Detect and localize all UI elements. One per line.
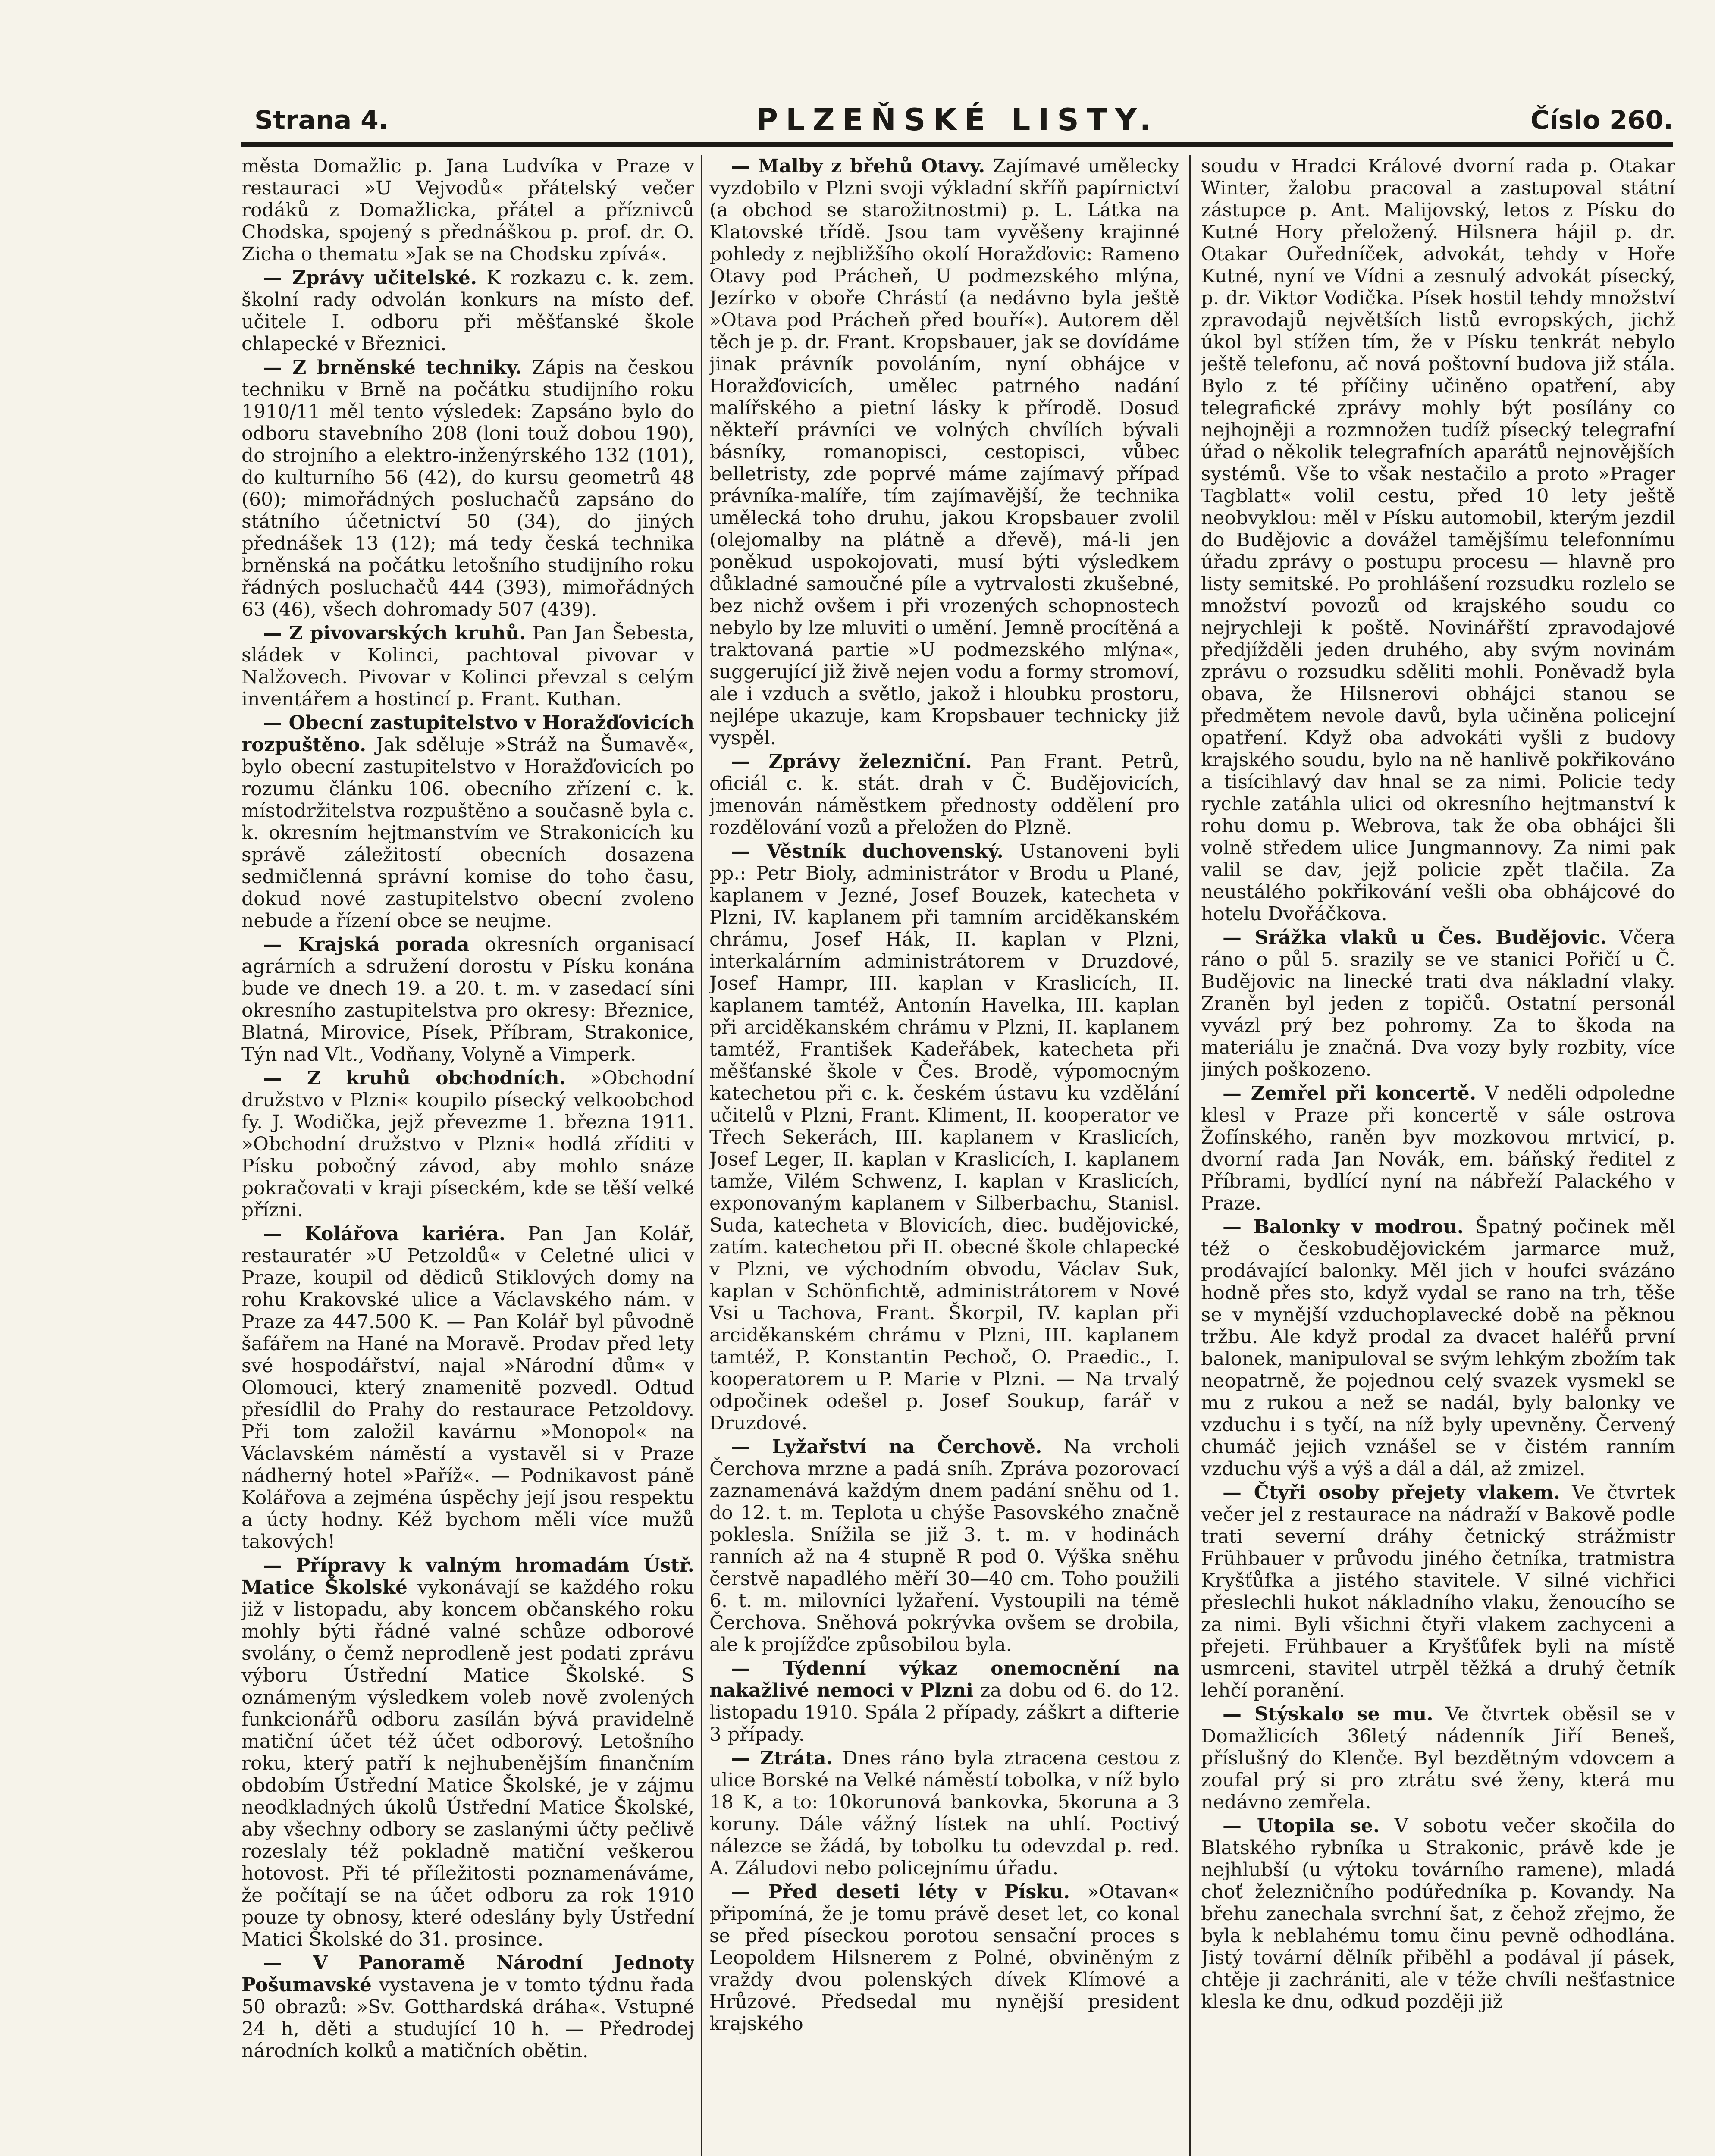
- article-heading: — Věstník duchovenský.: [731, 840, 1003, 862]
- article-text: Ve čtvrtek oběsil se v Domažlicích 36letý nádenník Jiří Beneš, příslušný do Klenče. Byl bezdětným vdovcem a zoufal prý si pro ztrátu své ženy, která mu nedávno zemřela.: [1201, 1703, 1675, 1813]
- article-text: »Obchodní družstvo v Plzni« koupilo písecký velkoobchod fy. J. Wodička, jejž převezme 1. března 1911. »Obchodní družstvo v Plzni« hodlá zříditi v Písku pobočný závod, aby mohlo snáze pokračovati v kraji píseckém, kde se těší velké přízni.: [241, 1067, 694, 1221]
- article-text: Na vrcholi Čerchova mrzne a padá sníh. Zpráva pozorovací zaznamenává každým dnem padání sněhu od 1. do 12. t. m. Teplota u chýše Pasovského značně poklesla. Snížila se již 3. t. m. v hodinách ranních až na 4 stupně R pod 0. Výška sněhu čerstvě napadlého měří 30—40 cm. Toho použili 6. t. m. milovníci lyžaření. Vystoupili na témě Čerchova. Sněhová pokrývka ovšem se drobila, ale k projížďce způsobilou byla.: [709, 1436, 1179, 1656]
- article-heading: — Stýskalo se mu.: [1223, 1703, 1433, 1725]
- article-text: Ustanoveni byli pp.: Petr Bioly, administrátor v Brodu u Plané, kaplanem v Jezné, Josef Bouzek, katecheta v Plzni, IV. kaplanem při tamním arciděkanském chrámu, Josef Hák, II. kaplan v Plzni, interkalárním administrátorem v Druzdové, Josef Hampr, III. kaplan v Kraslicích, II. kaplanem tamtéž, Antonín Havelka, III. kaplan při arciděkanském chrámu v Plzni, II. kaplanem tamtéž, František Kadeřábek, katecheta při měšťanské škole v Čes. Brodě, výpomocným katechetou při c. k. českém ústavu ku vzdělání učitelů v Plzni, Frant. Kliment, II. kooperator ve Třech Sekerách, III. kaplanem v Kraslicích, Josef Leger, II. kaplan v Kraslicích, I. kaplanem tamže, Vilém Schwenz, I. kaplan v Kraslicích, exponovaným kaplanem v Silberbachu, Stanisl. Suda, katecheta v Blovicích, diec. budějovické, zatím. katechetou při II. obecné škole chlapecké v Plzni, ve východním obvodu, Václav Suk, kaplan v Schönfichtě, administrátorem v Nové Vsi u Tachova, Frant. Škorpil, IV. kaplan při arciděkanském chrámu v Plzni, III. kaplanem tamtéž, P. Konstantin Pechoč, O. Praedic., I. kooperatorem u P. Marie v Plzni. — Na trvalý odpočinek odešel p. Josef Soukup, farář v Druzdové.: [709, 840, 1179, 1434]
- article-paragraph: [241, 1223, 694, 1553]
- article-paragraph: [241, 622, 694, 710]
- article-paragraph: [241, 267, 694, 355]
- article-paragraph: [709, 155, 1179, 749]
- article-text: vykonávají se každého roku již v listopadu, aby koncem občanského roku mohly býti řádné valné schůze odborové svolány, o čemž neprodleně jest podati zprávu výboru Ústřední Matice Školské. S oznámeným výsledkem voleb nově zvolených funkcionářů odboru zasílán bývá pravidelně matiční účet též účet odborový. Letošního roku, který patří k nejhubenějším finančním obdobím Ústřední Matice Školské, je v zájmu neodkladných úkolů Ústřední Matice Školské, aby všechny odbory se zaslanými účty pečlivě rozeslaly též pokladně matiční veškerou hotovost. Při té příležitosti poznamenáváme, že počítají se na účet odboru za rok 1910 pouze ty obnosy, které odeslány byly Ústřední Matici Školské do 31. prosince.: [241, 1576, 694, 1950]
- article-heading: — V Panoramě Národní Jednoty Pošumavské: [241, 1952, 694, 1996]
- article-paragraph: [709, 1881, 1179, 2035]
- article-paragraph: [1201, 1216, 1675, 1480]
- article-text: okresních organisací agrárních a sdružení dorostu v Písku konána bude ve dnech 19. a 20. t. m. v zasedací síni okresního zastupitelstva pro okresy: Březnice, Blatná, Mirovice, Písek, Příbram, Strakonice, Týn nad Vlt., Vodňany, Volyně a Vimperk.: [241, 934, 694, 1065]
- article-heading: — Kolářova kariéra.: [263, 1223, 506, 1245]
- article-heading: — Před deseti léty v Písku.: [731, 1881, 1070, 1903]
- article-paragraph: [1201, 1815, 1675, 2013]
- article-heading: — Srážka vlaků u Čes. Budějovic.: [1223, 927, 1607, 949]
- article-text: V neděli odpoledne klesl v Praze při koncertě v sále ostrova Žofínského, raněn byv mozkovou mrtvicí, p. dvorní rada Jan Novák, em. báňský ředitel z Příbrami, bydlící nyní na nábřeží Palackého v Praze.: [1201, 1082, 1675, 1214]
- article-paragraph: [241, 1067, 694, 1221]
- article-text: Pan Frant. Petrů, oficiál c. k. stát. drah v Č. Budějovicích, jmenován náměstkem přednosty oddělení pro rozdělování vozů a přeložen do Plzně.: [709, 751, 1179, 839]
- article-text: města Domažlic p. Jana Ludvíka v Praze v restauraci »U Vejvodů« přátelský večer rodáků z Domažlicka, přátel a příznivců Chodska, spojený s přednáškou p. prof. dr. O. Zicha o thematu »Jak se na Chodsku zpívá«.: [241, 155, 694, 265]
- article-heading: — Obecní zastupitelstvo v Horažďovicích rozpuštěno.: [241, 712, 694, 756]
- article-paragraph: [1201, 1703, 1675, 1813]
- article-text: za dobu od 6. do 12. listopadu 1910. Spála 2 případy, záškrt a difterie 3 případy.: [709, 1680, 1179, 1745]
- article-text: vystavena je v tomto týdnu řada 50 obrazů: »Sv. Gotthardská dráha«. Vstupné 24 h, děti a studující 10 h. — Předrodej národních kolků a matičních obětin.: [241, 1974, 694, 2062]
- article-text: Dnes ráno byla ztracena cestou z ulice Borské na Velké náměstí tobolka, v níž bylo 18 K, a to: 10korunová bankovka, 5koruna a 3 koruny. Dále vážný lístek na uhlí. Poctivý nálezce se žádá, by tobolku tu odevzdal p. red. A. Záludovi nebo policejnímu úřadu.: [709, 1747, 1179, 1879]
- article-heading: — Lyžařství na Čerchově.: [731, 1436, 1042, 1458]
- article-text: Včera ráno o půl 5. srazily se ve stanici Pořičí u Č. Budějovic na linecké trati dva nákladní vlaky. Zraněn byl jeden z topičů. Ostatní personál vyvázl prý bez pohromy. Za to škoda na materiálu je značná. Dva vozy byly rozbity, více jiných poškozeno.: [1201, 927, 1675, 1081]
- article-paragraph: [709, 1658, 1179, 1745]
- article-text: Pan Jan Šebesta, sládek v Kolinci, pachtoval pivovar v Nalžovech. Pivovar v Kolinci převzal s celým inventářem a hostincí p. Frant. Kuthan.: [241, 622, 694, 710]
- article-paragraph: [709, 1436, 1179, 1656]
- article-heading: — Z brněnské techniky.: [263, 357, 522, 379]
- issue-number: Číslo 260.: [1530, 105, 1673, 135]
- article-paragraph: [1201, 927, 1675, 1081]
- article-text: Pan Jan Kolář, restauratér »U Petzoldů« v Celetné ulici v Praze, koupil od dědiců Stiklových domy na rohu Krakovské ulice a Václavského nám. v Praze za 447.500 K. — Pan Kolář byl původně šafářem na Hané na Moravě. Prodav před lety své hospodářství, najal »Národní dům« v Olomouci, který znamenitě pozvedl. Odtud přesídlil do Prahy do restaurace Petzoldovy. Při tom založil kavárnu »Monopol« na Václavském náměstí a vystavěl si v Praze nádherný hotel »Paříž«. — Podnikavost páně Kolářova a zejména úspěchy její jsou respektu a úcty hodny. Kéž bychom měli více mužů takových!: [241, 1223, 694, 1553]
- article-paragraph: [1201, 155, 1675, 925]
- newspaper-title: PLZEŇSKÉ LISTY.: [756, 102, 1159, 138]
- article-paragraph: [241, 155, 694, 265]
- article-heading: — Týdenní výkaz onemocnění na nakažlivé nemoci v Plzni: [709, 1658, 1179, 1702]
- page-number: Strana 4.: [254, 105, 389, 135]
- article-heading: — Malby z břehů Otavy.: [731, 155, 985, 177]
- article-paragraph: [709, 1747, 1179, 1879]
- article-paragraph: [241, 357, 694, 620]
- article-column-1: [241, 155, 694, 2156]
- page-header: [241, 100, 1673, 139]
- article-paragraph: [241, 1952, 694, 2062]
- article-heading: — Utopila se.: [1223, 1815, 1380, 1837]
- article-heading: — Balonky v modrou.: [1223, 1216, 1464, 1238]
- article-heading: — Čtyři osoby přejety vlakem.: [1223, 1482, 1560, 1504]
- article-paragraph: [709, 751, 1179, 839]
- column-divider: [1189, 155, 1191, 2156]
- article-paragraph: [1201, 1482, 1675, 1702]
- article-text: Ve čtvrtek večer jel z restaurace na nádraží v Bakově podle trati severní dráhy četnický strážmistr Frühbauer v průvodu jiného četníka, tratmistra Kryšťůfka a jistého stavitele. V silné vichřici přeslechli hukot nákladního vlaku, ženoucího se za nimi. Byli všichni čtyři vlakem zachyceni a přejeti. Frühbauer a Kryšťůfek byli na místě usmrceni, stavitel utrpěl těžká a druhý četník lehčí poranění.: [1201, 1482, 1675, 1702]
- article-paragraph: [241, 712, 694, 932]
- article-text: Jak sděluje »Stráž na Šumavě«, bylo obecní zastupitelstvo v Horažďovicích po rozumu článku 106. obecního zřízení c. k. místodržitelstva rozpuštěno a současně byla c. k. okresním hejtmanstvím ve Strakonicích ku správě záležitostí obecních dosazena sedmičlenná správní komise do toho času, dokud nové zastupitelstvo obecní zvoleno nebude a řízení obce se neujme.: [241, 734, 694, 932]
- article-heading: — Z kruhů obchodních.: [263, 1067, 566, 1089]
- article-paragraph: [241, 934, 694, 1065]
- column-divider: [701, 155, 702, 2156]
- article-heading: — Ztráta.: [731, 1747, 833, 1769]
- article-column-3: [1201, 155, 1675, 2156]
- article-heading: — Zemřel při koncertě.: [1223, 1082, 1477, 1104]
- article-text: V sobotu večer skočila do Blatského rybníka u Strakonic, právě kde je nejhlubší (u výtoku továrního ramene), mladá choť železničního podúředníka p. Kovandy. Na břehu zanechala svrchní šat, z čehož zřejmo, že byla k neblahému tomu činu pevně odhodlána. Jistý tovární dělník přiběhl a podával jí pásek, chtěje ji zachrániti, ale v téže chvíli nešťastnice klesla ke dnu, odkud později již: [1201, 1815, 1675, 2013]
- article-heading: — Přípravy k valným hromadám Ústř. Matice Školské: [241, 1554, 694, 1598]
- article-heading: — Zprávy učitelské.: [263, 267, 477, 289]
- article-heading: — Krajská porada: [263, 934, 470, 956]
- article-column-2: [709, 155, 1179, 2156]
- article-text: K rozkazu c. k. zem. školní rady odvolán konkurs na místo def. učitele I. odboru při měšťanské škole chlapecké v Březnici.: [241, 267, 694, 355]
- article-heading: — Zprávy železniční.: [731, 751, 972, 773]
- article-text: »Otavan« připomíná, že je tomu právě deset let, co konal se před píseckou porotou sensační proces s Leopoldem Hilsnerem z Polné, obviněným z vraždy dvou polenských dívek Klímové a Hrůzové. Předsedal mu nynější president krajského: [709, 1881, 1179, 2035]
- article-text: Zajímavé umělecky vyzdobilo v Plzni svoji výkladní skříň papírnictví (a obchod se starožitnostmi) p. L. Látka na Klatovské třídě. Jsou tam vyvěšeny krajinné pohledy z nejbližšího okolí Horažďovic: Rameno Otavy pod Prácheň, U podmezského mlýna, Jezírko v oboře Chrástí (a nedávno byla ještě »Otava pod Prácheň před bouří«). Autorem děl těch je p. dr. Frant. Kropsbauer, jak se dovídáme jinak právník povoláním, nyní obhájce v Horažďovicích, umělec patrného nadání malířského a pietní lásky k přírodě. Dosud někteří právníci ve volných chvílích bývali básníky, romanopisci, cestopisci, vůbec belletristy, zde poprvé máme zajímavý případ právníka-malíře, tím zajímavější, že technika umělecká toho druhu, jakou Kropsbauer zvolil (olejomalby na plátně a dřevě), má-li jen poněkud uspokojovati, musí býti výsledkem důkladné samoučné píle a vytrvalosti zkušebné, bez nichž ovšem i při vrozených schopnostech nebylo by lze mluviti o umění. Jemně procítěná a traktovaná partie »U podmezského mlýna«, suggerující již živě nejen vodu a formy stromoví, ale i vzduch a světlo, jakož i hloubku prostoru, nejlépe ukazuje, kam Kropsbauer technicky již vyspěl.: [709, 155, 1179, 749]
- header-rule: [241, 142, 1673, 147]
- article-paragraph: [1201, 1082, 1675, 1214]
- article-text: Špatný počinek měl též o českobudějovickém jarmarce muž, prodávající balonky. Měl jich v houfci svázáno hodně přes sto, když vydal se rano na trh, těše se v mynější vzduchoplavecké době na pěknou tržbu. Ale když prodal za dvacet haléřů první balonek, manipuloval se svým lehkým zbožím tak neopatrně, že pojednou celý svazek vysmekl se mu z rukou a než se nadál, byly balonky ve vzduchu i s tyčí, na níž byly upevněny. Červený chumáč jejich vznášel se v čistém ranním vzduchu výš a výš a dál a dál, až zmizel.: [1201, 1216, 1675, 1480]
- article-text: Zápis na českou techniku v Brně na počátku studijního roku 1910/11 měl tento výsledek: Zapsáno bylo do odboru stavebního 208 (loni touž dobou 190), do strojního a elektro-inženýrského 132 (101), do kulturního 56 (42), do kursu geometrů 48 (60); mimořádných posluchačů zapsáno do státního účetnictví 50 (34), do jiných přednášek 13 (12); má tedy česká technika brněnská na počátku letošního studijního roku řádných posluchačů 444 (393), mimořádných 63 (46), všech dohromady 507 (439).: [241, 357, 694, 620]
- article-heading: — Z pivovarských kruhů.: [263, 622, 526, 644]
- article-text: soudu v Hradci Králové dvorní rada p. Otakar Winter, žalobu pracoval a zastupoval státní zástupce p. Ant. Malijovský, letos z Písku do Kutné Hory přeložený. Hilsnera hájil p. dr. Otakar Ouředníček, advokát, tehdy v Hoře Kutné, nyní ve Vídni a zesnulý advokát písecký, p. dr. Viktor Vodička. Písek hostil tehdy množství zpravodajů největších listů evropských, jichž úkol byl stížen tím, že v Písku tenkrát nebylo ještě telefonu, ač nová poštovní budova již stála. Bylo z té příčiny učiněno opatření, aby telegrafické zprávy mohly být posílány co nejhojněji a rozmnožen tudíž písecký telegrafní úřad o několik telegrafních aparátů nejnovějších systémů. Vše to však nestačilo a proto »Prager Tagblatt« volil cestu, před 10 lety ještě neobvyklou: měl v Písku automobil, kterým jezdil do Budějovic a dovážel tamějšímu telefonnímu úřadu zprávy o postupu procesu — hlavně pro listy semitské. Po prohlášení rozsudku rozlelo se množství povozů od krajského soudu co nejrychleji k poště. Novinářští zpravodajové předjížděli jeden druhého, aby svým novinám zprávu o rozsudku sděliti mohli. Poněvadž byla obava, že Hilsnerovi obhájci stanou se předmětem nevole davů, byla učiněna policejní opatření. Když oba advokáti vyšli z budovy krajského soudu, bylo na ně hanlivě pokřikováno a tisícihlavý dav hnal se za nimi. Policie tedy rychle zatáhla ulici od okresního hejtmanství k rohu domu p. Webrova, tak že oba obhájci šli volně středem ulice Jungmannovy. Za nimi pak valil se dav, jejž policie zpět tlačila. Za neustálého pokřikování vešli oba obhájcové do hotelu Dvořáčkova.: [1201, 155, 1675, 925]
- article-paragraph: [241, 1554, 694, 1950]
- article-paragraph: [709, 840, 1179, 1434]
